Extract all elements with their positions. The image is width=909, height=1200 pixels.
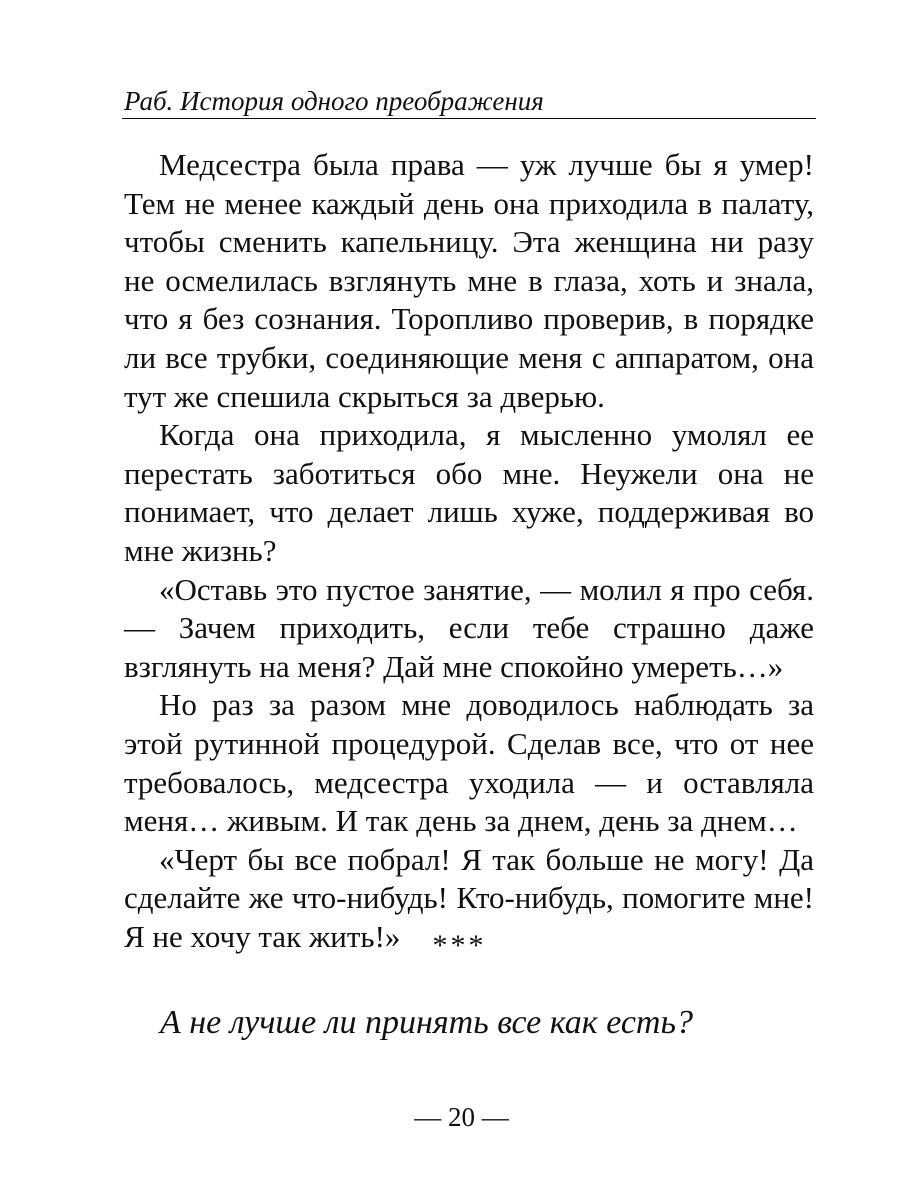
paragraph-5: «Черт бы все побрал! Я так больше не могу! Да сделайте же что-нибудь! Кто-нибудь, помогите мне! Я не хочу так жить!» [124, 841, 814, 954]
body-text [124, 146, 814, 956]
paragraph-4: Но раз за разом мне доводилось наблюдать за этой рутинной процедурой. Сделав все, что от нее требовалось, медсестра уходила — и оставляла меня… живым. И так день за днем, день за днем… [124, 687, 814, 839]
paragraph-3: «Оставь это пустое занятие, — молил я про себя. — Зачем приходить, если тебе страшно даже взглянуть на меня? Дай мне спокойно умереть…» [124, 571, 814, 684]
paragraph-2: Когда она приходила, я мысленно умолял ее перестать заботиться обо мне. Неужели она не понимает, что делает лишь хуже, поддерживая во мне жизнь? [124, 417, 814, 568]
running-header: Раб. История одного преображения [124, 86, 544, 116]
paragraph-1: Медсестра была права — уж лучше бы я умер! Тем не менее каждый день она приходила в палату, чтобы сменить капельницу. Эта женщина ни разу не осмелилась взглянуть мне в глаза, хоть и знала, что я без сознания. Торопливо проверив, в порядке ли все трубки, соединяющие меня с аппаратом, она тут же спешила скрыться за дверью. [124, 147, 814, 414]
section-separator: *** [432, 929, 487, 962]
page-number: — 20 — [414, 1102, 509, 1132]
section-opening-line: А не лучше ли принять все как есть? [160, 1004, 693, 1041]
header-rule [122, 118, 816, 119]
